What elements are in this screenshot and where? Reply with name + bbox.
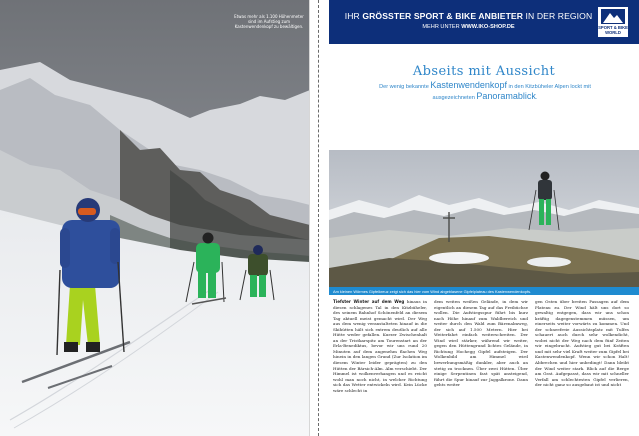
logo-mountain-icon bbox=[601, 9, 625, 24]
text-column-1: Tiefster Winter auf dem Weg hinaus in diesen schlagenes Tal in den Kitzbüheler, des seinem Bahnhof Schönenfeld an diesem Tag aktuell meist gemacht wird. Der Weg aus dem wenig veranstalteten hinauf in die Skihütten hält sich extrem deutlich auf alle Hütte weder gefallen. Kurzer Zwischenhalt an der Tristkarspitz am Tourenstart an der Erla-Benediktus, bevor wir uns rund 20 Minuten auf dem angenehm flachen Weg hinein in den langen Grund (Zur Isolation im diesem Winter leider geprägten) zu den Hütten der Bärsich-Alm. Alm verschiebt. Der Himmel ist wolkenverhangen und es reicht wohl man noch nicht, in welcher Richtung sich das Wetter entwickeln wird. Kein Lücke wäre schlecht in bbox=[333, 299, 427, 393]
page-gutter bbox=[310, 0, 329, 436]
article-deck: Der wenig bekannte Kastenwendenkopf in den Kitzbüheler Alpen lockt mit ausgezeichneten Panoramablick. bbox=[379, 80, 591, 101]
left-photo-caption: Etwas mehr als 1.100 Höhenmeter sind im Aufstieg zum Kastenwendenkopf zu bewältigen. bbox=[234, 14, 304, 29]
banner-title: IHR GRÖSSTER SPORT & BIKE ANBIETER IN DER REGION bbox=[344, 11, 593, 21]
summit-cross-photo bbox=[329, 150, 639, 287]
left-page-photo bbox=[0, 0, 310, 436]
iko-logo bbox=[597, 6, 629, 38]
right-page bbox=[329, 0, 639, 436]
banner-url[interactable]: MEHR UNTER WWW.IKO-SHOP.DE bbox=[422, 24, 515, 30]
ski-touring-photo bbox=[0, 0, 310, 436]
page-edge-line bbox=[309, 0, 310, 436]
text-column-2: dem weiten weißen Gelände, in dem wir eigentlich an diesem Tag auf das Freibüchse wollen. Die Aufstiegsspur führt bis kurz nach Höhe hinauf zum Waldbereich und weiter durch den Wald zum Bärenalmweg, der sich auf 1.500 Metern. Hier bei Weiterfahrt einfach weiterschreiten. Der Wind wird stärker, während wir weiter, gegen den Hüttengrund lichtes Gelände, in Richtung Hochegg Gipfel aufsteigen. Der Wolkenbild am Himmel wird bewerbungsmäßig dunkler, aber auch an stetig zu trocknen. Über zwei Hütten. Über einige Serpentinen fast spät ansteigend, führt die Spur hinauf zur Jaggalkrone. Dann gehts weiter bbox=[434, 299, 528, 388]
logo-text: SPORT & BIKE WORLD bbox=[598, 25, 628, 35]
fold-line bbox=[318, 0, 319, 436]
article-body bbox=[333, 299, 633, 436]
text-column-3: gen Osten über breiten Passagen auf dem Plateau zu. Der Wind hält uns dort so gewaltig entgegen, dass wir uns schon kräftig dagegenstemmen müssen, um einerseits weiter vorwärts zu kommen. Und der schneefreie Aussichtsplatz mit Tulfes schauert auch durch sehr wolkendicht, wobei nicht der Weg nach dem fünf Zeiten wir eingebracht. Aufstieg gut bei Kräften und mit sehr viel Kraft weiter zum Gipfel bei Kastenwendenkopf. Wenn wir schon Halt! Abbrechen und hier unbedingt! Dann bleibt der Wind weiter stark. Blick auf die Berge am Grat. Aufgepasst, dass wir mit schneller Verfall am schlechtesten Gipfel verlieren, der nicht ganz so ausgebaut ist und nicht bbox=[535, 299, 629, 388]
photo-caption: Am kleinen Wörmes Gipfelkreuz zeigt sich das hier vom Wind abgeblasene Gipfelplateau des Kastenwendenkopfs. bbox=[333, 288, 532, 294]
photo-caption-bar bbox=[329, 287, 639, 295]
ad-banner[interactable] bbox=[329, 0, 639, 44]
summit-photo bbox=[329, 150, 639, 287]
article-headline: Abseits mit Aussicht bbox=[412, 64, 556, 79]
